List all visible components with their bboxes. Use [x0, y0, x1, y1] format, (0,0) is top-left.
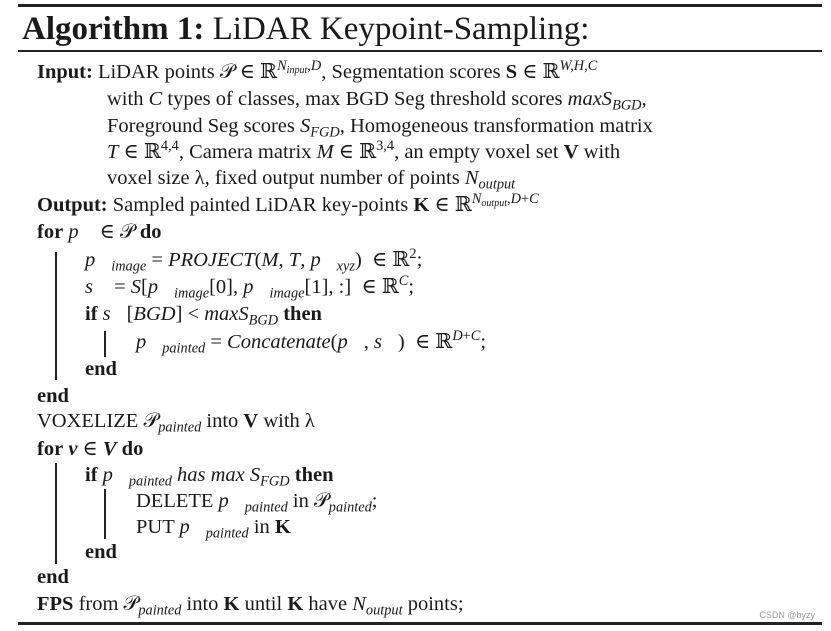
- algo-line-input-3: Foreground Seg scores $S_{FGD}$, Homogeneous transformation matrix: [107, 115, 653, 141]
- algo-line-end-if-fgd: end: [85, 541, 117, 563]
- algo-line-if-fgd: if $p⃗_{painted}$ has $\max S_{FGD}$ then: [85, 464, 334, 490]
- if-fgd-block-bar: [104, 489, 106, 539]
- algo-line-input: Input: LiDAR points 𝒫 ∈ ℝ$^{N_{input},D}$, Segmentation scores S ∈ ℝ$^{W,H,C}$: [37, 58, 598, 83]
- bottom-rule: [18, 622, 822, 625]
- algo-line-output: Output: Sampled painted LiDAR key-points K ∈ ℝ$^{N_{output},D+C}$: [37, 191, 539, 216]
- algo-line-end-if: end: [85, 358, 117, 380]
- watermark: CSDN @byzy: [759, 610, 815, 620]
- algo-line-input-5: voxel size λ, fixed output number of points $N_{output}$: [107, 167, 516, 193]
- algo-line-input-2: with C types of classes, max BGD Seg threshold scores maxS$_{BGD}$,: [107, 88, 647, 114]
- for-v-block-bar: [55, 463, 57, 564]
- for-block-bar: [55, 252, 57, 380]
- if-block-bar: [104, 331, 106, 357]
- algo-line-end-for-v: end: [37, 566, 69, 588]
- algo-line-end-for: end: [37, 385, 69, 407]
- algo-line-fps: FPS from 𝒫$_{painted}$ into K until K have $N_{output}$ points;: [37, 593, 464, 619]
- algo-line-scores: s⃗ = $S[p⃗_{image}[0]$, $p⃗_{image}[1]$, :] ∈ ℝ$^C$;: [85, 273, 415, 302]
- algo-line-if: if s⃗[BGD] < maxS$_{BGD}$ then: [85, 303, 322, 329]
- algo-line-delete: DELETE $p⃗_{painted}$ in 𝒫$_{painted}$;: [136, 490, 378, 516]
- algo-line-put: PUT $p⃗_{painted}$ in K: [136, 516, 291, 542]
- algo-line-voxelize: VOXELIZE 𝒫$_{painted}$ into V with λ: [37, 410, 315, 436]
- algo-line-concat: $p⃗_{painted}$ = Concatenate(p⃗, s⃗) ∈ ℝ$^{D+C}$;: [136, 328, 487, 357]
- algo-line-for: for p⃗ ∈ 𝒫 do: [37, 221, 162, 243]
- algo-line-input-4: T ∈ ℝ$^{4,4}$, Camera matrix M ∈ ℝ$^{3,4}$, an empty voxel set V with: [107, 138, 621, 163]
- title-rule: [18, 50, 822, 52]
- algo-line-for-v: for v ∈ V do: [37, 438, 144, 460]
- algo-line-project: $p⃗_{image}$ = PROJECT(M, T, $p⃗_{xyz}$) ∈ ℝ$^2$;: [85, 246, 423, 275]
- algorithm-name: LiDAR Keypoint-Sampling:: [212, 11, 590, 47]
- algorithm-label: Algorithm 1:: [22, 11, 205, 47]
- algorithm-title: [22, 7, 589, 51]
